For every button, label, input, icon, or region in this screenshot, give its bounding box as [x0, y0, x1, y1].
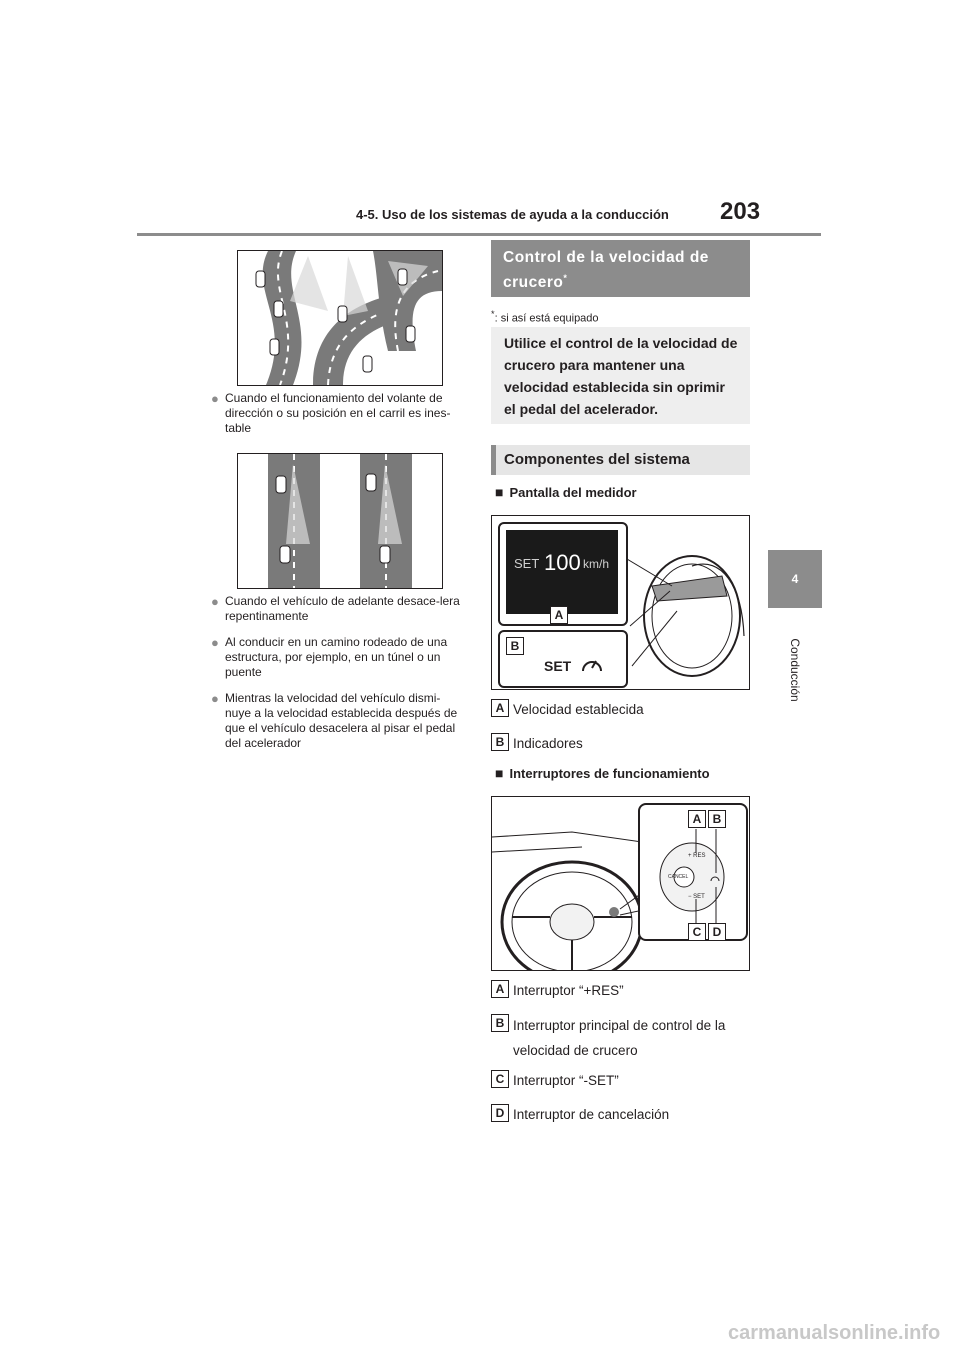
section-title: 4-5. Uso de los sistemas de ayuda a la conducción [356, 207, 669, 222]
switch-cluster-drawing [640, 805, 746, 939]
legend-text: Interruptor “-SET” [513, 1073, 619, 1088]
bullet-item [211, 391, 461, 436]
banner-title: Control de la velocidad de crucero [503, 249, 709, 292]
indicator-inset [498, 630, 628, 688]
bullet-item [211, 635, 461, 680]
bullet-item [211, 594, 461, 624]
meter-subheading [495, 484, 637, 500]
figure-steering-switches [491, 796, 750, 971]
components-heading [491, 445, 750, 475]
bullet-text: Cuando el funcionamiento del volante de dirección o su posición en el carril es ines-table [225, 391, 451, 435]
meter-unit: km/h [583, 557, 610, 571]
callout-d: D [708, 923, 726, 941]
legend-label-c: C [491, 1070, 509, 1088]
straight-roads-illustration [238, 454, 442, 588]
figure-straight-roads [237, 453, 443, 589]
meter-speed: 100 [544, 550, 581, 575]
meter-set-label: SET [514, 556, 540, 571]
switches-subheading [495, 765, 710, 781]
square-bullet-icon: ■ [495, 765, 504, 781]
switch-res-label: + RES [688, 853, 706, 859]
chapter-number: 4 [791, 572, 799, 586]
footnote [491, 309, 599, 325]
chapter-name-wrap [756, 620, 834, 720]
legend-text: Interruptor “+RES” [513, 983, 624, 998]
intro-box [491, 327, 750, 424]
callout-a: A [688, 810, 706, 828]
figure-meter-display [491, 515, 750, 690]
banner-asterisk: * [563, 273, 568, 283]
bullet-item [211, 691, 461, 751]
footnote-mark: * [491, 309, 495, 319]
cruise-main-switch-icon [710, 873, 720, 882]
switch-cancel-label: CANCEL [668, 874, 689, 880]
watermark: carmanualsonline.info [728, 1322, 941, 1344]
legend-text: Interruptor de cancelación [513, 1107, 670, 1122]
chapter-tab [768, 550, 822, 608]
legend-text: Indicadores [513, 736, 583, 751]
legend-label-b: B [491, 1014, 509, 1032]
callout-c: C [688, 923, 706, 941]
bullet-text: Mientras la velocidad del vehículo dismi-nuye a la velocidad establecida después de que el vehículo desacelera al pisar el pedal del acelerador [225, 691, 458, 750]
switch-inset [638, 803, 748, 941]
legend-text: Interruptor principal de control de la velocidad de crucero [513, 1018, 726, 1058]
page-number: 203 [720, 198, 761, 225]
legend-label-d: D [491, 1104, 509, 1122]
header-rule [137, 233, 821, 236]
bullet-icon: ● [211, 391, 219, 406]
legend-text: Velocidad establecida [513, 702, 644, 717]
figure-curved-roads [237, 250, 443, 386]
legend-label-a: A [491, 980, 509, 998]
meter-inset [498, 522, 628, 626]
curved-roads-illustration [238, 251, 442, 385]
switch-set-label: − SET [688, 894, 705, 900]
meter-heading: Pantalla del medidor [509, 485, 637, 500]
square-bullet-icon: ■ [495, 484, 504, 500]
meter-screen [506, 530, 618, 614]
chapter-name: Conducción [788, 638, 802, 702]
legend-label-a: A [491, 699, 509, 717]
indicator-set-label: SET [544, 658, 572, 674]
callout-b: B [708, 810, 726, 828]
legend-label-b: B [491, 733, 509, 751]
bullet-icon: ● [211, 691, 219, 706]
callout-b: B [506, 637, 524, 655]
intro-text: Utilice el control de la velocidad de crucero para mantener una velocidad establecida sin oprimir el pedal del acelerador. [504, 335, 738, 417]
section-banner [491, 240, 750, 297]
bullet-icon: ● [211, 594, 219, 609]
bullet-icon: ● [211, 635, 219, 650]
callout-a: A [550, 606, 568, 624]
cruise-speedometer-icon [580, 654, 604, 674]
bullet-text: Cuando el vehículo de adelante desace-lera repentinamente [225, 594, 460, 623]
components-heading-text: Componentes del sistema [504, 451, 690, 468]
footnote-text: : si así está equipado [494, 312, 599, 325]
switches-heading: Interruptores de funcionamiento [509, 766, 710, 781]
bullet-text: Al conducir en un camino rodeado de una estructura, por ejemplo, en un túnel o un puente [225, 635, 448, 679]
